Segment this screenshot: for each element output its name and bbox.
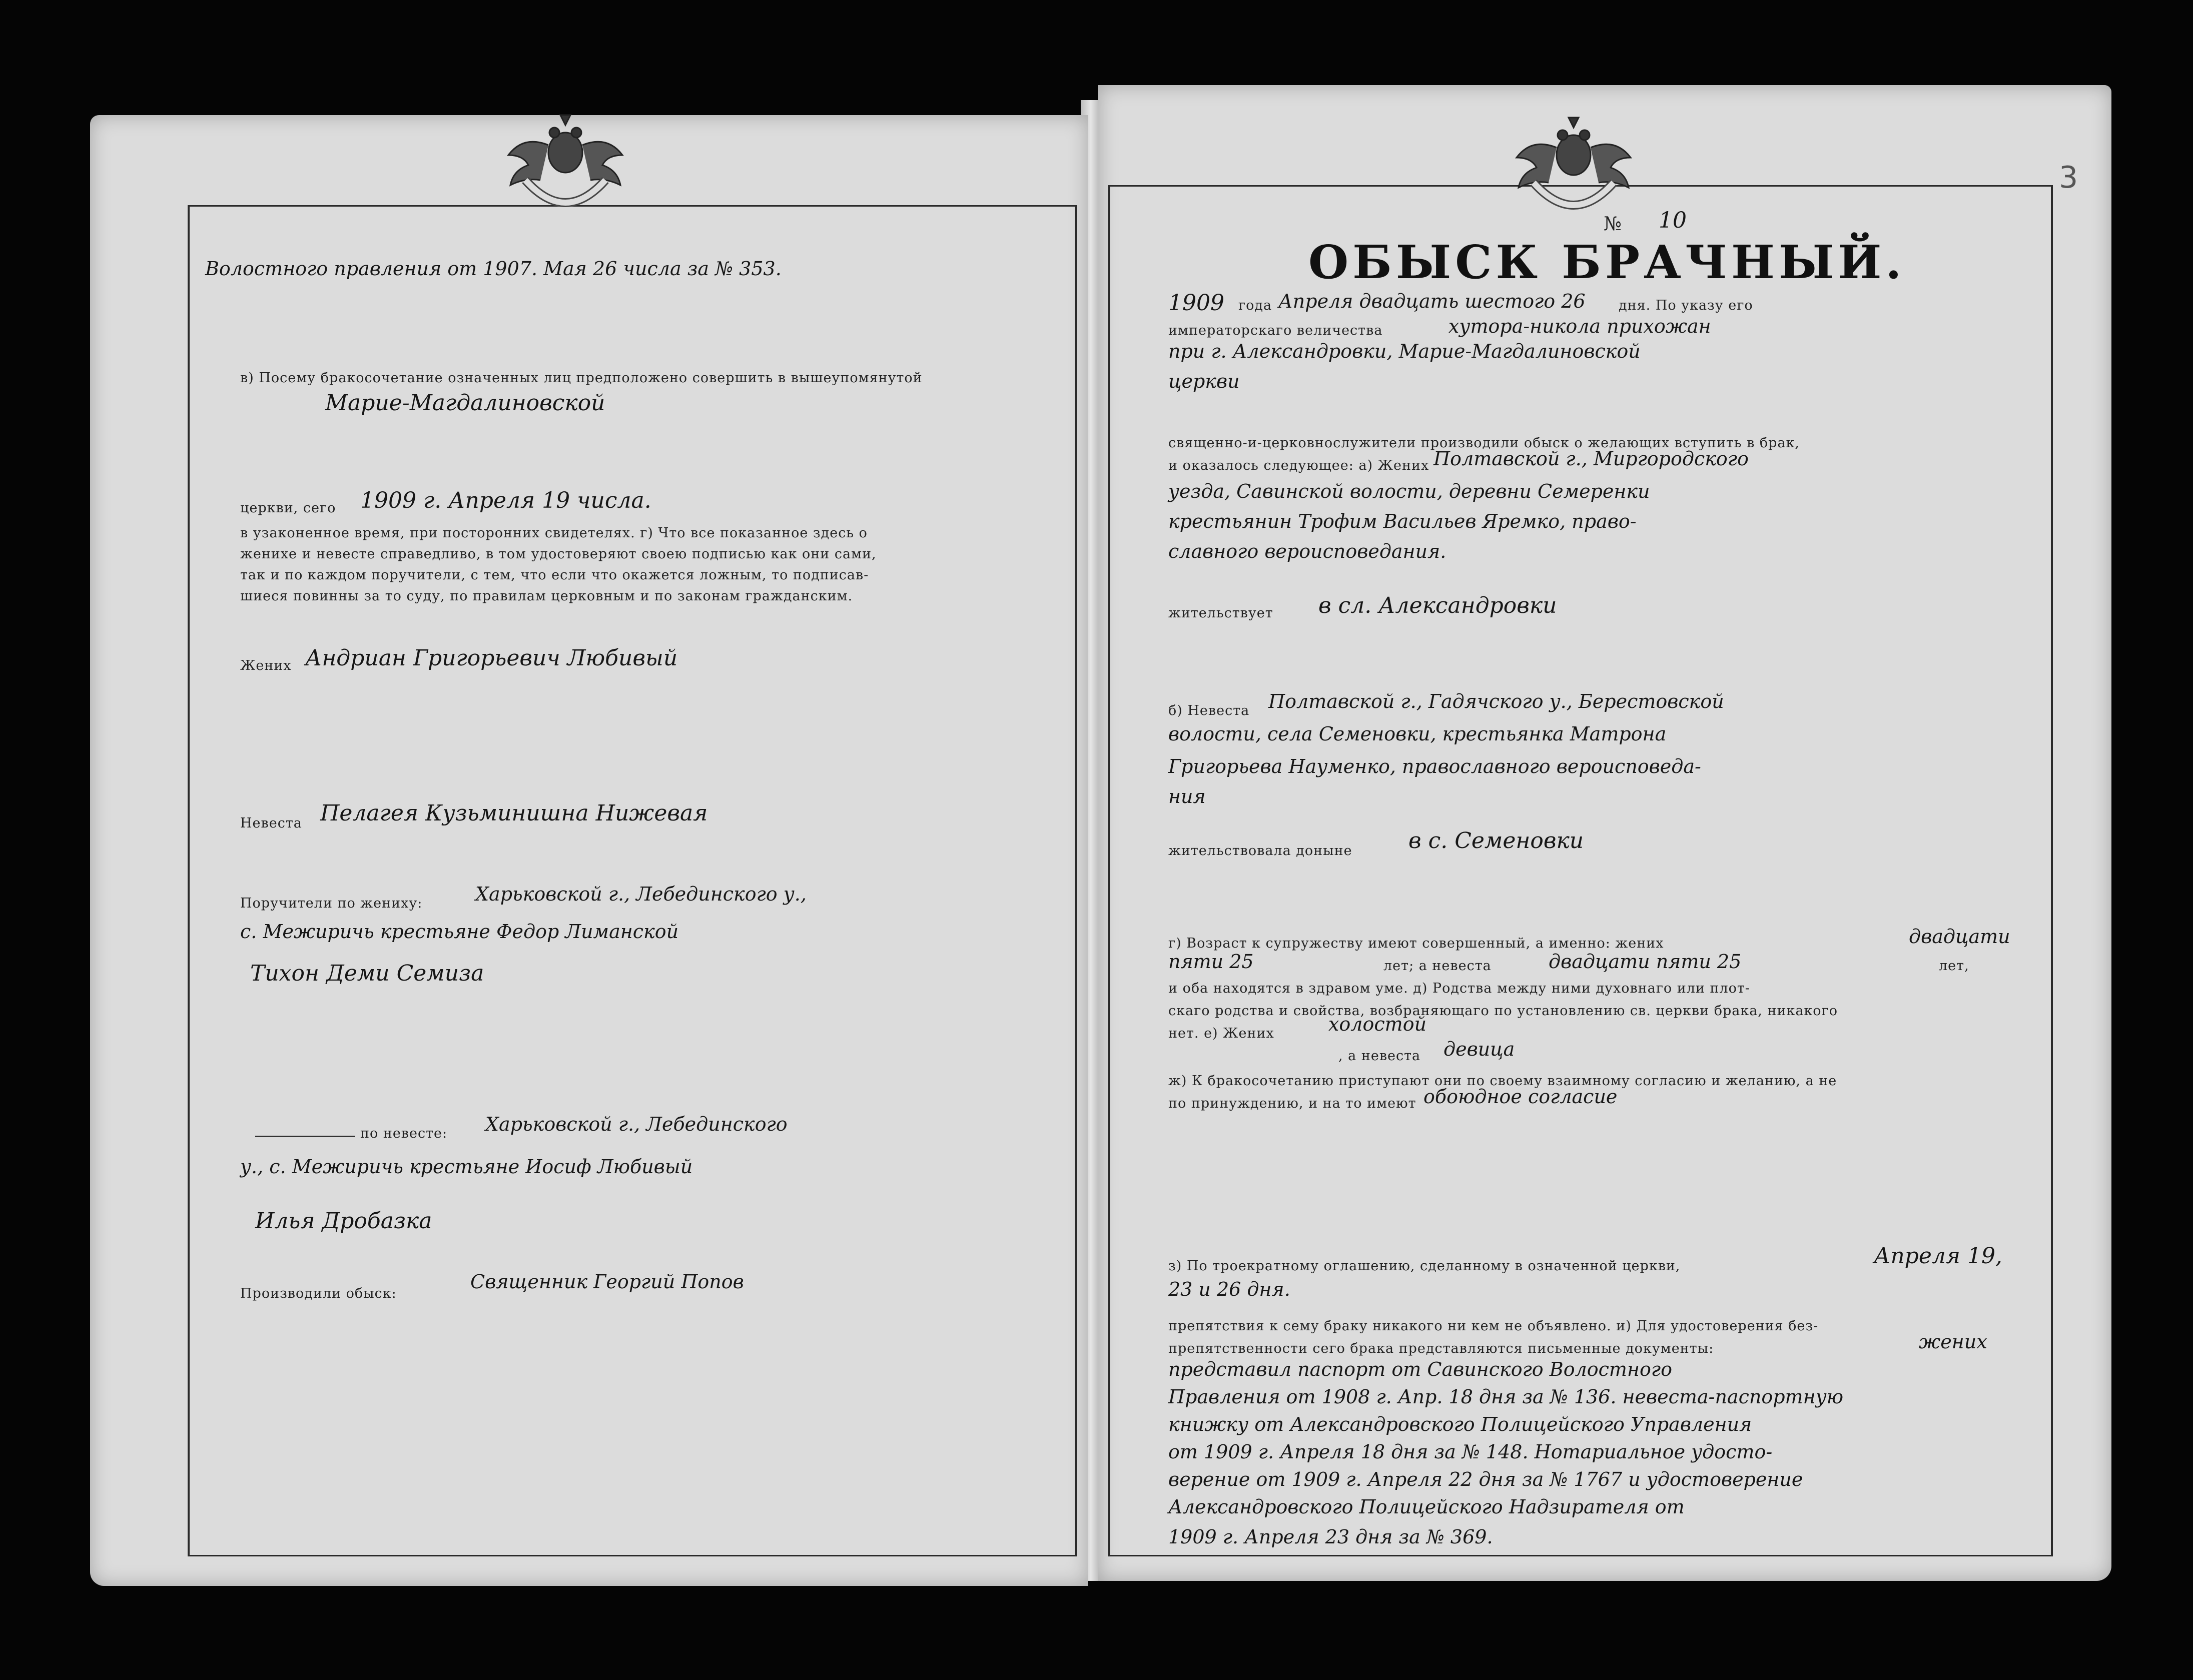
groom-line-4: крестьянин Трофим Васильев Яремко, право- [1168, 510, 1637, 532]
year: 1909 [1168, 290, 1224, 316]
bride-status: девица [1443, 1038, 1515, 1060]
groom-residence: в сл. Александровки [1318, 593, 1557, 618]
groom-guarantors-line-1: Харьковской г., Лебединского у., [475, 883, 807, 905]
groom-line-3: уезда, Савинской волости, деревни Семеренки [1168, 480, 1650, 502]
bride-line-1: Полтавской г., Гадячского у., Берестовской [1268, 690, 1724, 712]
docs-line-2-printed: препятственности сего брака представляются письменные документы: [1168, 1341, 1714, 1356]
intro-line2-printed: императорскаго величества [1168, 323, 1383, 338]
groom-guarantors-line-3: Тихон Деми Семиза [250, 961, 484, 986]
right-page [1098, 85, 2111, 1581]
page-number: 3 [2059, 160, 2078, 195]
groom-age: пяти 25 [1168, 951, 1254, 973]
number-value: 10 [1659, 208, 1687, 233]
docs-line-3: представил паспорт от Савинского Волостного [1168, 1358, 1672, 1380]
clause-v-church: Марие-Магдалиновской [325, 390, 605, 416]
docs-line-1: препятствия к сему браку никакого ни кем не объявлено. и) Для удостоверения без- [1168, 1318, 1819, 1334]
bride-label: Невеста [240, 815, 302, 831]
groom-residence-label: жительствует [1168, 605, 1273, 621]
consent-line-1: ж) К бракосочетанию приступают они по своему взаимному согласию и желанию, а не [1168, 1073, 1837, 1089]
volost-board-line: Волостного правления от 1907. Мая 26 числа за № 353. [205, 258, 782, 280]
number-label: № [1604, 213, 1622, 235]
consent-line-2-printed: по принуждению, и на то имеют [1168, 1096, 1416, 1111]
church-line-printed: церкви, сего [240, 500, 336, 516]
kin-line: скаго родства и свойства, возбраняющаго по установлению св. церкви брака, никакого [1168, 1003, 1838, 1019]
clause-g-line-4: шиеся повинны за то суду, по правилам церковным и по законам гражданским. [240, 588, 853, 604]
intro-printed-2: дня. По указу его [1619, 298, 1753, 313]
clause-v-text: в) Посему бракосочетание означенных лиц предположено совершить в вышеупомянутой [240, 370, 923, 386]
groom-signature: Андриан Григорьевич Любивый [305, 645, 678, 671]
status-line-printed: нет. е) Жених [1168, 1026, 1274, 1041]
left-page-frame [188, 205, 1077, 1556]
clause-g-line-2: женихе и невесте справедливо, в том удостоверяют своею подписью как они сами, [240, 546, 877, 562]
health-line: и оба находятся в здравом уме. д) Родства между ними духовнаго или плот- [1168, 981, 1750, 996]
groom-label: Жених [240, 658, 292, 673]
bride-guarantors-label: по невесте: [360, 1126, 448, 1141]
imperial-eagle-crest-icon [1504, 108, 1644, 233]
bride-line-2: волости, села Семеновки, крестьянка Матрона [1168, 723, 1667, 745]
intro-printed-1: года [1238, 298, 1272, 313]
bride-residence-label: жительствовала доныне [1168, 843, 1352, 859]
docs-line-9: 1909 г. Апреля 23 дня за № 369. [1168, 1526, 1493, 1548]
conducted-by-signature: Священник Георгий Попов [470, 1271, 744, 1293]
ditto-rule [255, 1136, 355, 1137]
bride-guarantors-line-2: у., с. Межиричь крестьяне Иосиф Любивый [240, 1156, 693, 1178]
conducted-label: Производили обыск: [240, 1286, 397, 1301]
imperial-eagle-crest-icon [495, 105, 635, 230]
intro-line3-hand: при г. Александровки, Марие-Магдалиновской [1168, 340, 1641, 362]
status-bride-printed: , а невеста [1338, 1048, 1421, 1064]
age-line-2-printed-a: лет; а невеста [1383, 958, 1492, 974]
groom-status: холостой [1328, 1013, 1427, 1035]
docs-line-6: от 1909 г. Апреля 18 дня за № 148. Нотариальное удосто- [1168, 1441, 1773, 1463]
bride-residence: в с. Семеновки [1408, 828, 1584, 854]
groom-guarantors-line-2: с. Межиричь крестьяне Федор Лиманской [240, 921, 679, 943]
clause-g-line-3: так и по каждом поручители, с тем, что если что окажется ложным, то подписав- [240, 567, 869, 583]
bride-label: б) Невеста [1168, 703, 1250, 718]
age-line-2-printed-b: лет, [1939, 958, 1969, 974]
groom-guarantors-label: Поручители по жениху: [240, 896, 423, 911]
document-title: ОБЫСК БРАЧНЫЙ. [1308, 235, 1906, 289]
left-page [90, 115, 1088, 1586]
clergy-line-1: священно-и-церковнослужители производили обыск о желающих вступить в брак, [1168, 435, 1800, 451]
groom-line-5: славного вероисповедания. [1168, 540, 1446, 562]
docs-line-7: верение от 1909 г. Апреля 22 дня за № 1767 и удостоверение [1168, 1468, 1803, 1490]
bride-signature: Пелагея Кузьминишна Нижевая [320, 800, 708, 826]
banns-line-1-printed: з) По троекратному оглашению, сделанному в означенной церкви, [1168, 1258, 1681, 1274]
age-line-1-hand: двадцати [1909, 926, 2010, 948]
bride-guarantors-line-1: Харьковской г., Лебединского [485, 1113, 788, 1135]
age-line-1-printed: г) Возраст к супружеству имеют совершенный, а именно: жених [1168, 936, 1664, 951]
docs-line-8: Александровского Полицейского Надзирателя от [1168, 1496, 1685, 1518]
church-line-date: 1909 г. Апреля 19 числа. [360, 488, 651, 513]
groom-origin: Полтавской г., Миргородского [1433, 448, 1749, 470]
bride-guarantors-line-3: Илья Дробазка [255, 1208, 432, 1234]
docs-line-2-hand: жених [1919, 1331, 1987, 1353]
docs-line-4: Правления от 1908 г. Апр. 18 дня за № 136. невеста-паспортную [1168, 1386, 1844, 1408]
docs-line-5: книжку от Александровского Полицейского Управления [1168, 1413, 1752, 1435]
bride-age: двадцати пяти 25 [1549, 951, 1742, 973]
bride-line-3: Григорьева Науменко, православного вероисповеда- [1168, 755, 1701, 777]
intro-line2-hand: хутора-никола прихожан [1448, 315, 1711, 337]
banns-dates-2: 23 и 26 дня. [1168, 1278, 1290, 1300]
clause-g-line-1: в узаконенное время, при посторонних свидетелях. г) Что все показанное здесь о [240, 525, 868, 541]
consent-hand: обоюдное согласие [1423, 1086, 1618, 1108]
banns-dates-1: Апреля 19, [1874, 1243, 2002, 1269]
intro-line4-hand: церкви [1168, 370, 1240, 392]
clergy-line-2-printed: и оказалось следующее: а) Жених [1168, 458, 1429, 473]
bride-line-4: ния [1168, 785, 1206, 807]
intro-date-hand: Апреля двадцать шестого 26 [1278, 290, 1586, 312]
